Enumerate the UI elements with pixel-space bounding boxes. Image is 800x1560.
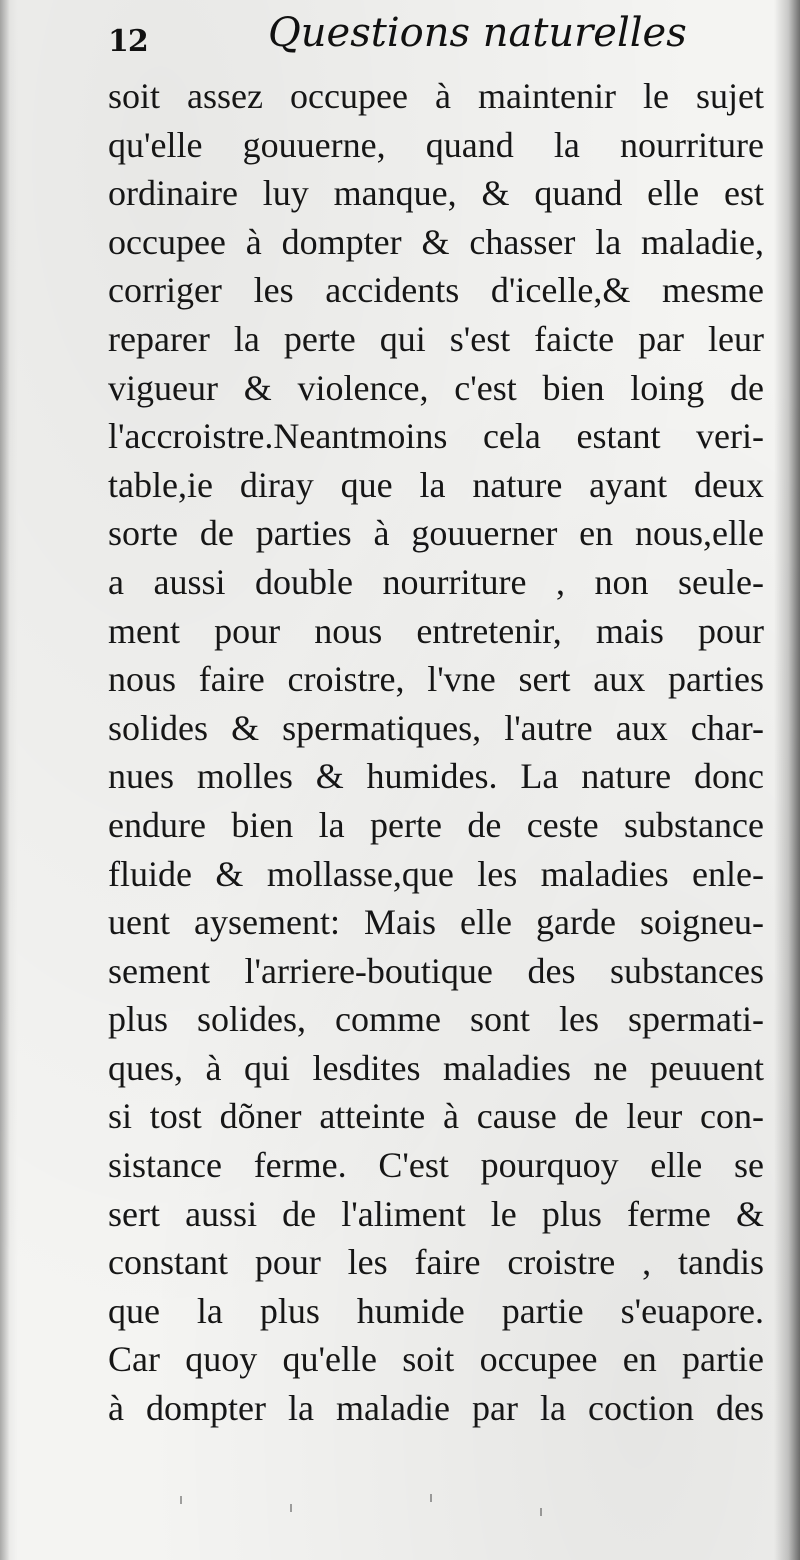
text-line: nous faire croistre, l'vne sert aux parties: [108, 659, 764, 700]
page-number: 12: [108, 24, 148, 59]
text-line: endure bien la perte de ceste substance: [108, 804, 764, 845]
speck: [540, 1508, 542, 1516]
text-line: Car quoy qu'elle soit occupee en partie: [108, 1339, 764, 1380]
text-line: soit assez occupee à maintenir le sujet: [108, 76, 764, 116]
text-line: que la plus humide partie s'euapore.: [108, 1290, 764, 1331]
text-line: a aussi double nourriture , non seule-: [108, 561, 764, 602]
running-head: Questions naturelles: [268, 10, 687, 56]
text-line: constant pour les faire croistre , tandis: [108, 1242, 764, 1283]
page-header: [108, 6, 687, 76]
text-line: fluide & mollasse,que les maladies enle-: [108, 853, 764, 894]
text-line: ques, à qui lesdites maladies ne peuuent: [108, 1047, 764, 1088]
text-line: sistance ferme. C'est pourquoy elle se: [108, 1145, 764, 1186]
text-line: sement l'arriere-boutique des substances: [108, 950, 764, 991]
text-line: sorte de parties à gouuerner en nous,elle: [108, 513, 764, 554]
text-line: nues molles & humides. La nature donc: [108, 756, 764, 797]
show-through-marks: [170, 1490, 570, 1530]
text-line: si tost dõner atteinte à cause de leur con-: [108, 1096, 764, 1137]
body-text: [108, 72, 764, 1433]
text-line: sert aussi de l'aliment le plus ferme &: [108, 1193, 764, 1234]
text-line: reparer la perte qui s'est faicte par leur: [108, 318, 764, 359]
text-line: table,ie diray que la nature ayant deux: [108, 464, 764, 505]
text-line: solides & spermatiques, l'autre aux char-: [108, 707, 764, 748]
speck: [180, 1496, 182, 1504]
text-line: l'accroistre.Neantmoins cela estant veri-: [108, 416, 764, 457]
text-line: vigueur & violence, c'est bien loing de: [108, 367, 764, 408]
text-line: plus solides, comme sont les spermati-: [108, 999, 764, 1040]
speck: [290, 1504, 292, 1512]
page-edge-shadow: [774, 0, 800, 1560]
text-line: à dompter la maladie par la coction des: [108, 1388, 764, 1429]
page-gutter-shadow: [0, 0, 10, 1560]
text-line: qu'elle gouuerne, quand la nourriture: [108, 124, 764, 165]
text-line: corriger les accidents d'icelle,& mesme: [108, 270, 764, 311]
text-line: uent aysement: Mais elle garde soigneu-: [108, 902, 764, 943]
text-line: ment pour nous entretenir, mais pour: [108, 610, 764, 651]
text-line: ordinaire luy manque, & quand elle est: [108, 173, 764, 214]
text-line: occupee à dompter & chasser la maladie,: [108, 221, 764, 262]
speck: [430, 1494, 432, 1502]
